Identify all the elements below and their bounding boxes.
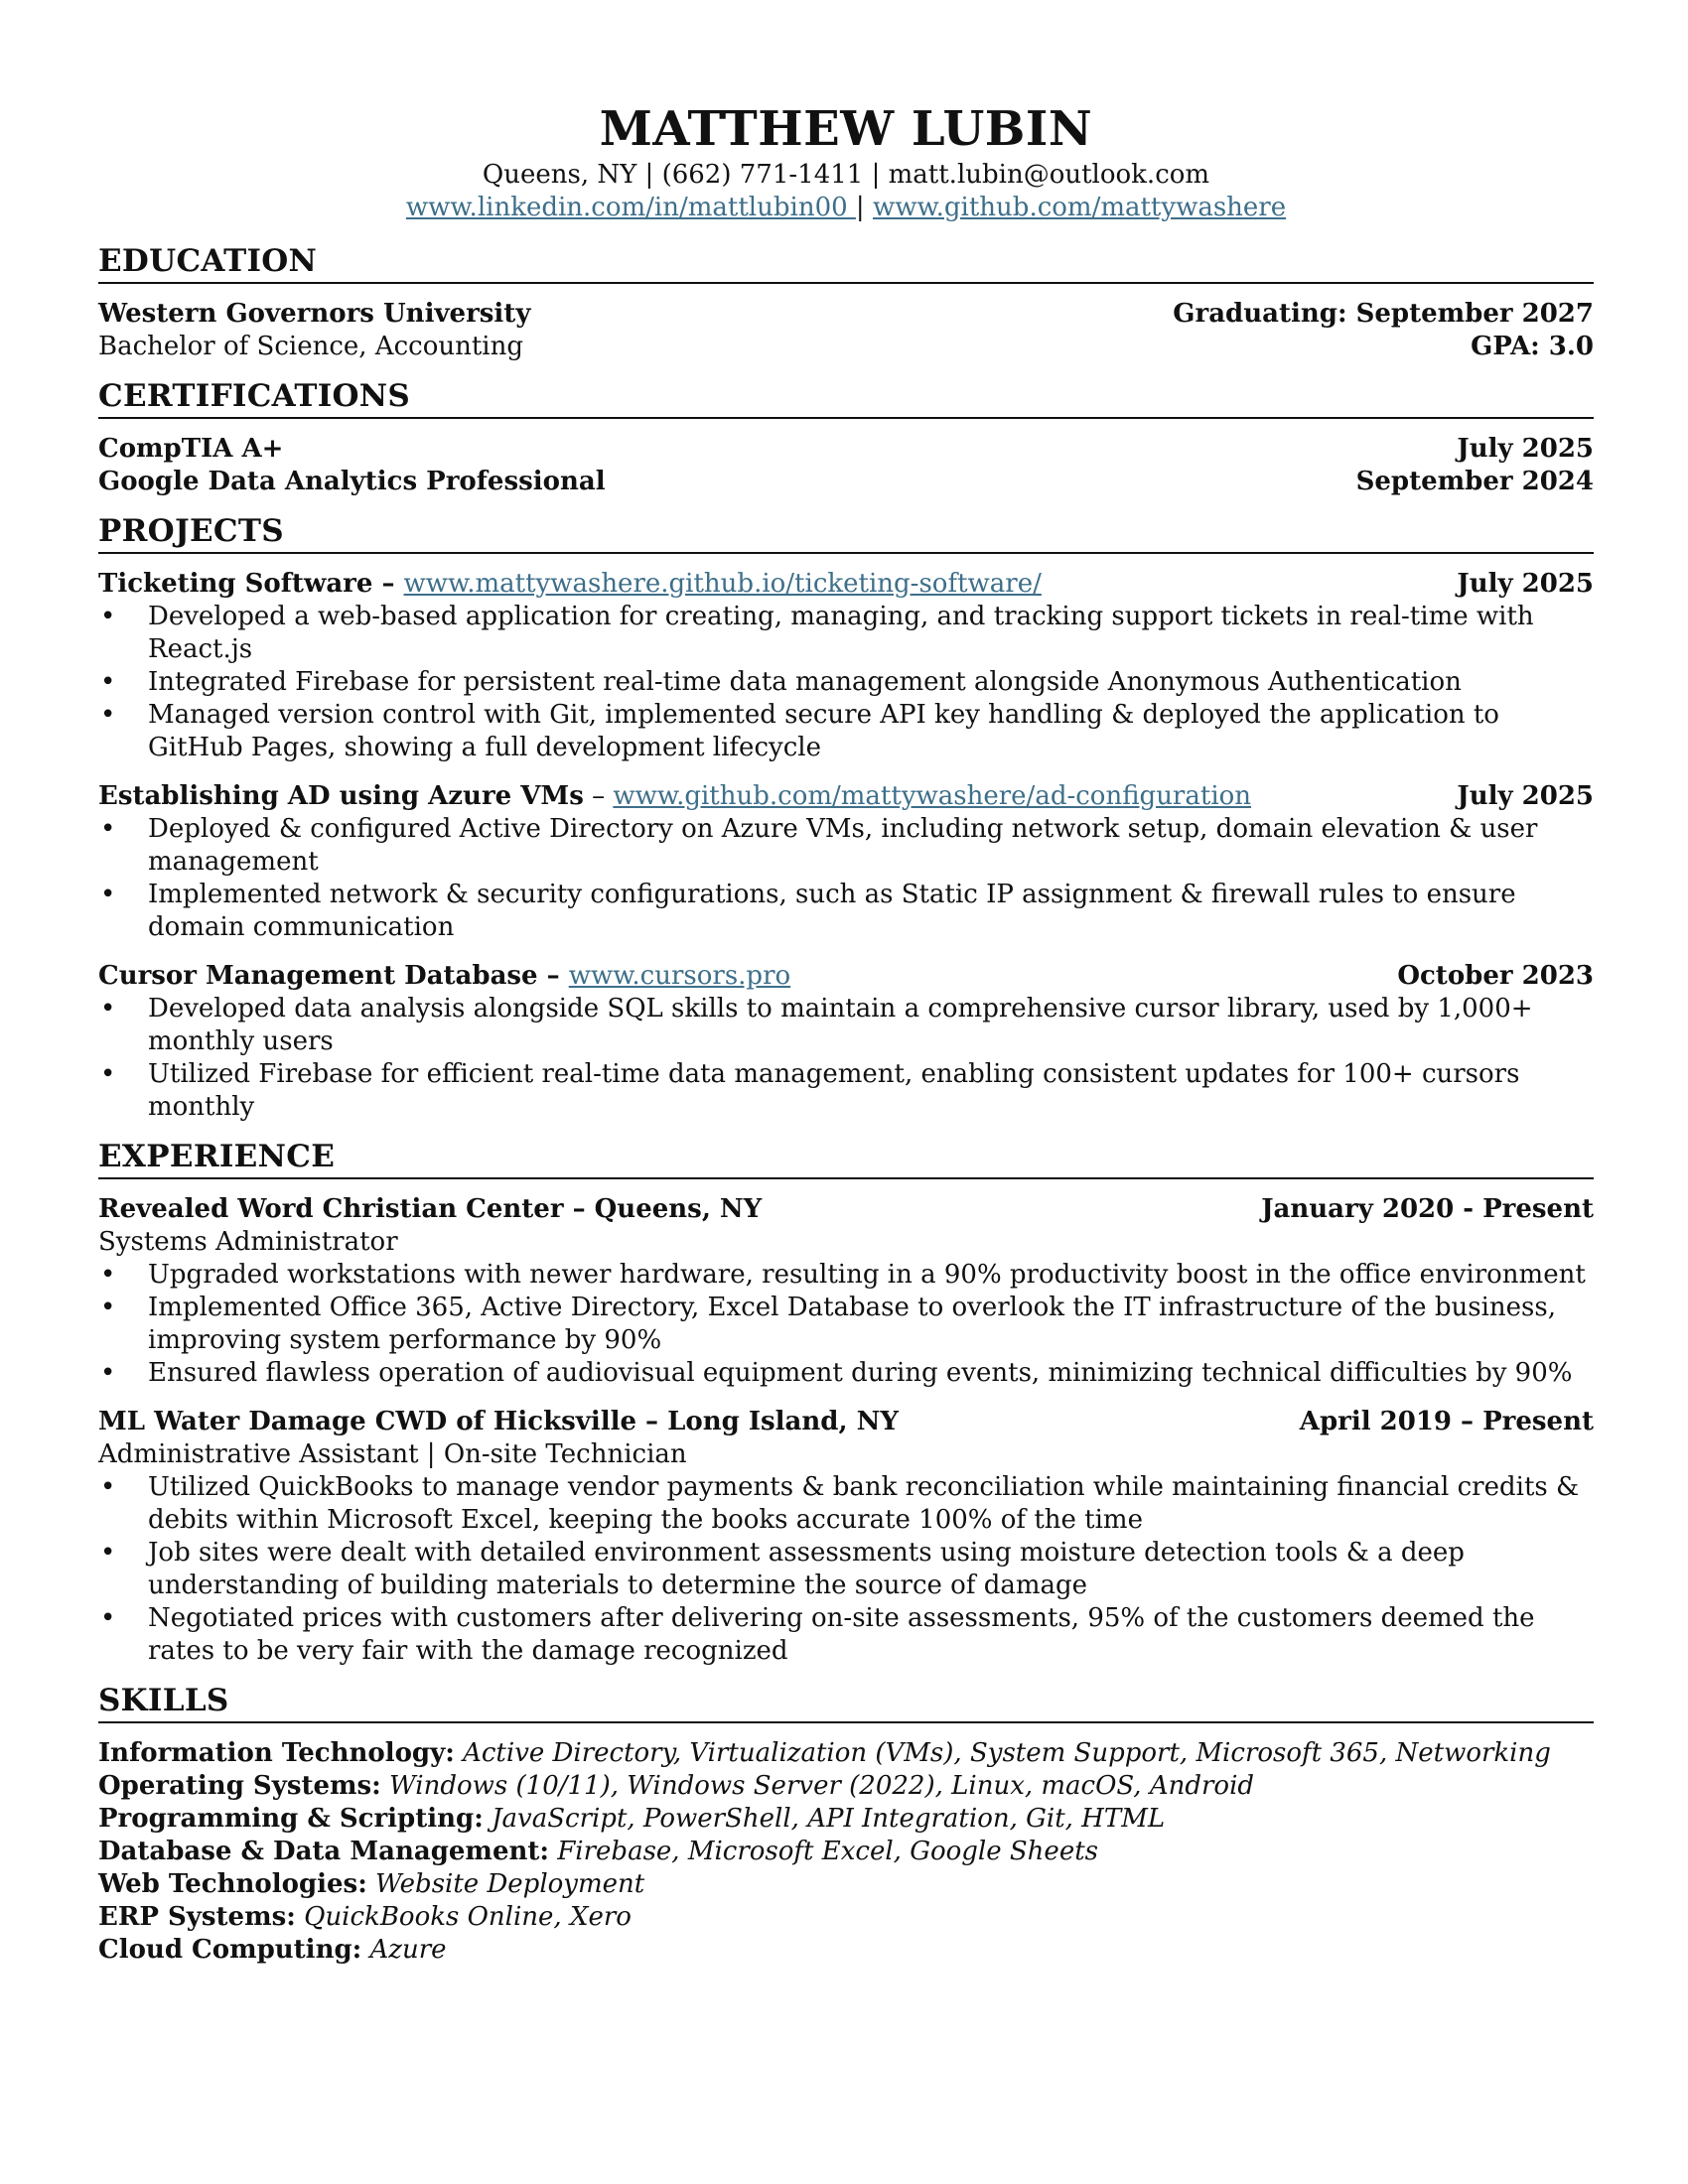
skill-line xyxy=(98,1934,1594,1967)
profile-links xyxy=(98,192,1594,224)
skill-value: JavaScript, PowerShell, API Integration, Git, HTML xyxy=(483,1804,1166,1834)
experience-header xyxy=(98,1193,1594,1226)
organization: ML Water Damage CWD of Hicksville – Long Island, NY xyxy=(98,1407,899,1436)
skill-label: Information Technology: xyxy=(98,1738,455,1768)
skills-section xyxy=(98,1737,1594,1967)
project-name: Ticketing Software xyxy=(98,569,373,599)
experience-section xyxy=(98,1193,1594,1668)
project-entry xyxy=(98,960,1594,1124)
bullet-item: • Integrated Firebase for persistent real-time data management alongside Anonymous Authentication xyxy=(98,666,1594,699)
skill-value: Windows (10/11), Windows Server (2022), Linux, macOS, Android xyxy=(380,1771,1255,1801)
project-date: July 2025 xyxy=(1457,781,1594,811)
bullet-item: • Ensured flawless operation of audiovisual equipment during events, minimizing technical difficulties by 90% xyxy=(98,1357,1594,1390)
skill-value: Firebase, Microsoft Excel, Google Sheets xyxy=(549,1837,1098,1866)
experience-bullets xyxy=(98,1259,1594,1390)
projects-heading: PROJECTS xyxy=(98,512,1594,554)
experience-date: January 2020 - Present xyxy=(1261,1194,1594,1224)
project-link[interactable]: www.mattywashere.github.io/ticketing-software/ xyxy=(403,569,1042,599)
degree: Bachelor of Science, Accounting xyxy=(98,332,523,361)
bullet-item: • Negotiated prices with customers after delivering on-site assessments, 95% of the customers deemed the rates to be very fair with the damage recognized xyxy=(98,1602,1594,1668)
project-header xyxy=(98,960,1594,993)
bullet-item: • Developed data analysis alongside SQL skills to maintain a comprehensive cursor library, used by 1,000+ monthly users xyxy=(98,993,1594,1058)
certifications-section xyxy=(98,433,1594,498)
graduation-date: Graduating: September 2027 xyxy=(1173,299,1594,329)
project-date: July 2025 xyxy=(1457,569,1594,599)
experience-entry xyxy=(98,1193,1594,1390)
experience-date: April 2019 – Present xyxy=(1299,1407,1594,1436)
skill-label: Web Technologies: xyxy=(98,1869,367,1899)
project-separator: – xyxy=(372,569,404,599)
project-header xyxy=(98,780,1594,813)
skill-line xyxy=(98,1737,1594,1770)
bullet-item: • Utilized QuickBooks to manage vendor payments & bank reconciliation while maintaining financial credits & debits within Microsoft Excel, keeping the books accurate 100% of the time xyxy=(98,1471,1594,1537)
project-bullets xyxy=(98,993,1594,1124)
project-date: October 2023 xyxy=(1397,961,1594,991)
job-role: Systems Administrator xyxy=(98,1227,398,1257)
experience-bullets xyxy=(98,1471,1594,1668)
link-separator: | xyxy=(855,193,873,222)
certifications-heading: CERTIFICATIONS xyxy=(98,377,1594,419)
certification-item xyxy=(98,433,1594,466)
certification-name: Google Data Analytics Professional xyxy=(98,467,606,496)
project-entry xyxy=(98,568,1594,764)
education-heading: EDUCATION xyxy=(98,242,1594,284)
certification-item xyxy=(98,466,1594,498)
certification-date: July 2025 xyxy=(1457,434,1594,464)
bullet-item: • Implemented network & security configurations, such as Static IP assignment & firewall rules to ensure domain communication xyxy=(98,879,1594,944)
candidate-name: MATTHEW LUBIN xyxy=(599,101,1093,157)
skills-heading: SKILLS xyxy=(98,1682,1594,1723)
resume-header xyxy=(98,99,1594,224)
skill-value: QuickBooks Online, Xero xyxy=(295,1902,632,1932)
skill-line xyxy=(98,1803,1594,1836)
linkedin-link[interactable]: www.linkedin.com/in/mattlubin00 xyxy=(405,193,856,222)
github-link[interactable]: www.github.com/mattywashere xyxy=(872,193,1287,222)
skill-label: Programming & Scripting: xyxy=(98,1804,484,1834)
skill-value: Azure xyxy=(361,1935,447,1965)
job-role: Administrative Assistant | On-site Technician xyxy=(98,1439,687,1469)
skill-label: ERP Systems: xyxy=(98,1902,296,1932)
experience-header xyxy=(98,1406,1594,1438)
bullet-item: • Job sites were dealt with detailed environment assessments using moisture detection tools & a deep understanding of building materials to determine the source of damage xyxy=(98,1537,1594,1602)
education-row-1 xyxy=(98,298,1594,331)
education-section xyxy=(98,298,1594,363)
project-name: Establishing AD using Azure VMs xyxy=(98,781,584,811)
bullet-item: • Deployed & configured Active Directory on Azure VMs, including network setup, domain elevation & user management xyxy=(98,813,1594,879)
project-link[interactable]: www.cursors.pro xyxy=(568,961,791,991)
resume-page xyxy=(98,99,1594,1967)
project-separator: – xyxy=(537,961,569,991)
skill-line xyxy=(98,1836,1594,1868)
skill-value: Website Deployment xyxy=(366,1869,645,1899)
skill-label: Database & Data Management: xyxy=(98,1837,549,1866)
bullet-item: • Implemented Office 365, Active Directory, Excel Database to overlook the IT infrastructure of the business, improving system performance by 90% xyxy=(98,1292,1594,1357)
project-bullets xyxy=(98,813,1594,944)
certification-name: CompTIA A+ xyxy=(98,434,284,464)
project-bullets xyxy=(98,601,1594,764)
bullet-item: • Managed version control with Git, implemented secure API key handling & deployed the application to GitHub Pages, showing a full development lifecycle xyxy=(98,699,1594,764)
school-name: Western Governors University xyxy=(98,299,531,329)
project-header xyxy=(98,568,1594,601)
bullet-item: • Upgraded workstations with newer hardware, resulting in a 90% productivity boost in the office environment xyxy=(98,1259,1594,1292)
education-row-2 xyxy=(98,331,1594,363)
organization: Revealed Word Christian Center – Queens, NY xyxy=(98,1194,763,1224)
projects-section xyxy=(98,568,1594,1124)
project-separator: – xyxy=(583,781,614,811)
gpa: GPA: 3.0 xyxy=(1471,332,1594,361)
bullet-item: • Developed a web-based application for creating, managing, and tracking support tickets in real-time with React.js xyxy=(98,601,1594,666)
project-link[interactable]: www.github.com/mattywashere/ad-configuration xyxy=(613,781,1252,811)
experience-entry xyxy=(98,1406,1594,1668)
contact-line: Queens, NY | (662) 771-1411 | matt.lubin@outlook.com xyxy=(482,160,1210,190)
skill-label: Cloud Computing: xyxy=(98,1935,362,1965)
skill-line xyxy=(98,1770,1594,1803)
skill-label: Operating Systems: xyxy=(98,1771,381,1801)
experience-heading: EXPERIENCE xyxy=(98,1138,1594,1179)
certification-date: September 2024 xyxy=(1355,467,1594,496)
bullet-item: • Utilized Firebase for efficient real-time data management, enabling consistent updates for 100+ cursors monthly xyxy=(98,1058,1594,1124)
project-entry xyxy=(98,780,1594,944)
skill-line xyxy=(98,1868,1594,1901)
skill-line xyxy=(98,1901,1594,1934)
skill-value: Active Directory, Virtualization (VMs), System Support, Microsoft 365, Networking xyxy=(454,1738,1551,1768)
project-name: Cursor Management Database xyxy=(98,961,538,991)
